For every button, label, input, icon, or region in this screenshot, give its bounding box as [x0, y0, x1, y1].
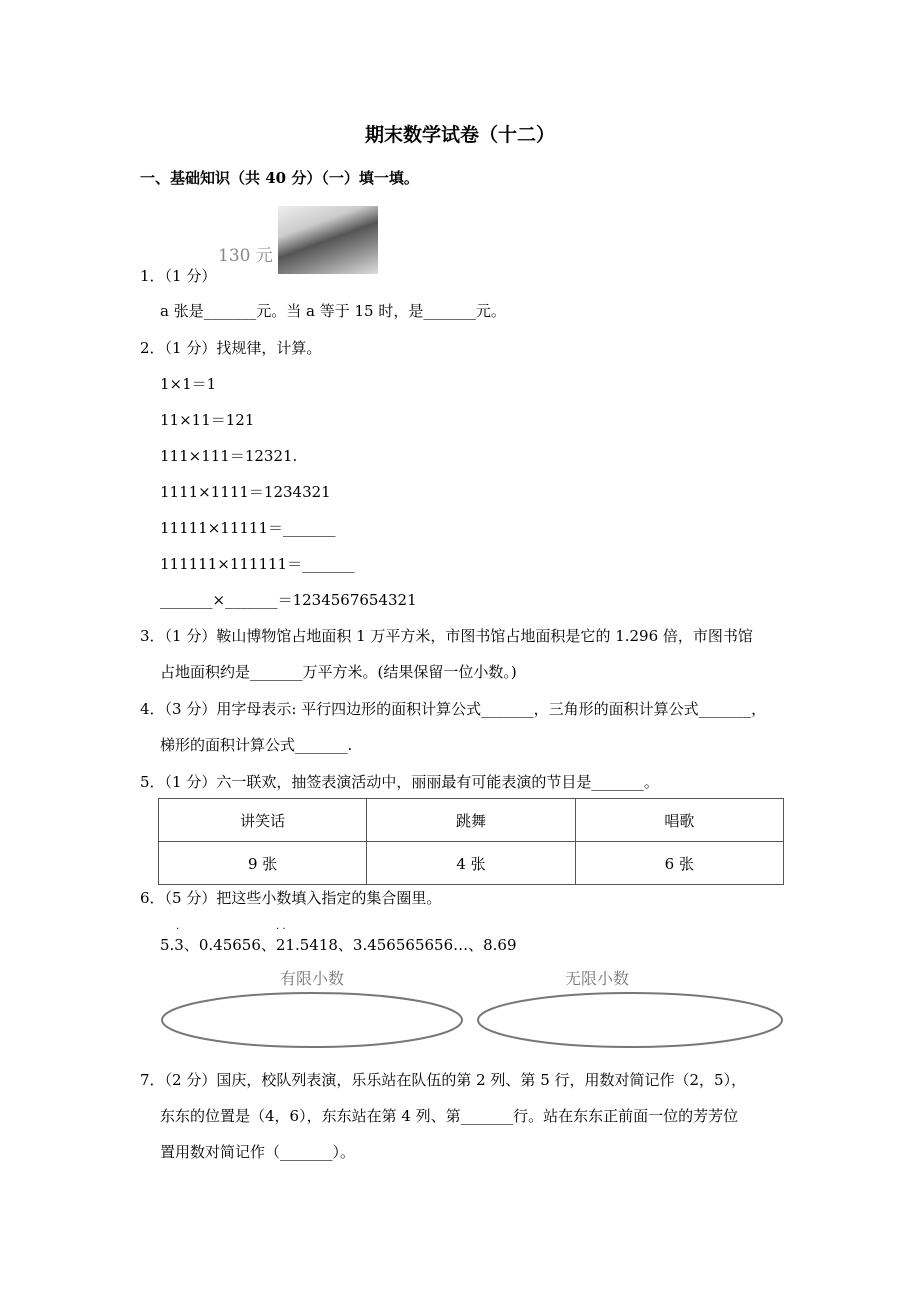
q2-line: 11×11＝121 [160, 411, 255, 429]
q1-head: 1．（1 分） [140, 267, 217, 285]
q7-line: 东东的位置是（4，6），东东站在第 4 列、第_______行。站在东东正前面一位的芳芳位 [160, 1107, 739, 1125]
q4-line: 4．（3 分）用字母表示: 平行四边形的面积计算公式_______，三角形的面积计算公式_______， [140, 700, 767, 718]
repeat-dot: · [176, 924, 180, 935]
q2-line: 11111×11111＝_______ [160, 519, 336, 537]
page-title: 期末数学试卷（十二） [364, 124, 555, 146]
table-cell: 6 张 [575, 842, 783, 885]
decimal-list: 5.3、0.45656、21.5418、3.456565656…、8.69 [160, 936, 517, 954]
section-heading: 一、基础知识（共 40 分）（一）填一填。 [140, 169, 419, 187]
table-header: 讲笑话 [159, 799, 367, 842]
infinite-label: 无限小数 [565, 969, 630, 988]
landscape-image [278, 206, 378, 274]
finite-label: 有限小数 [280, 969, 345, 988]
q2-line: 111×111＝12321. [160, 447, 298, 465]
q2-line: 1×1＝1 [160, 375, 217, 393]
q5-head: 5．（1 分）六一联欢，抽签表演活动中，丽丽最有可能表演的节目是_______。 [140, 773, 659, 791]
q7-line: 7．（2 分）国庆，校队列表演，乐乐站在队伍的第 2 列、第 5 行，用数对简记作（2，5）， [140, 1071, 747, 1089]
q3-line: 占地面积约是_______万平方米。(结果保留一位小数。) [160, 663, 517, 681]
finite-set-circle [162, 993, 462, 1047]
table-header: 跳舞 [367, 799, 575, 842]
q2-line: 1111×1111＝1234321 [160, 483, 331, 501]
table-cell: 9 张 [159, 842, 367, 885]
q2-head: 2．（1 分）找规律，计算。 [140, 339, 322, 357]
q3-line: 3．（1 分）鞍山博物馆占地面积 1 万平方米，市图书馆占地面积是它的 1.296 倍，市图书馆 [140, 627, 753, 645]
repeat-dot: · · [276, 924, 286, 935]
program-table [158, 798, 784, 885]
table-header: 唱歌 [575, 799, 783, 842]
table-cell: 4 张 [367, 842, 575, 885]
q2-line: 111111×111111＝_______ [160, 555, 355, 573]
q4-line: 梯形的面积计算公式_______. [160, 736, 353, 754]
price-label: 130 元 [218, 246, 273, 266]
q7-line: 置用数对简记作（_______）。 [160, 1143, 356, 1161]
infinite-set-circle [478, 993, 782, 1047]
set-circles [160, 990, 790, 1052]
q6-head: 6．（5 分）把这些小数填入指定的集合圈里。 [140, 889, 442, 907]
q2-line: _______×_______＝1234567654321 [160, 591, 417, 609]
q1-text: a 张是_______元。当 a 等于 15 时，是_______元。 [160, 302, 506, 320]
